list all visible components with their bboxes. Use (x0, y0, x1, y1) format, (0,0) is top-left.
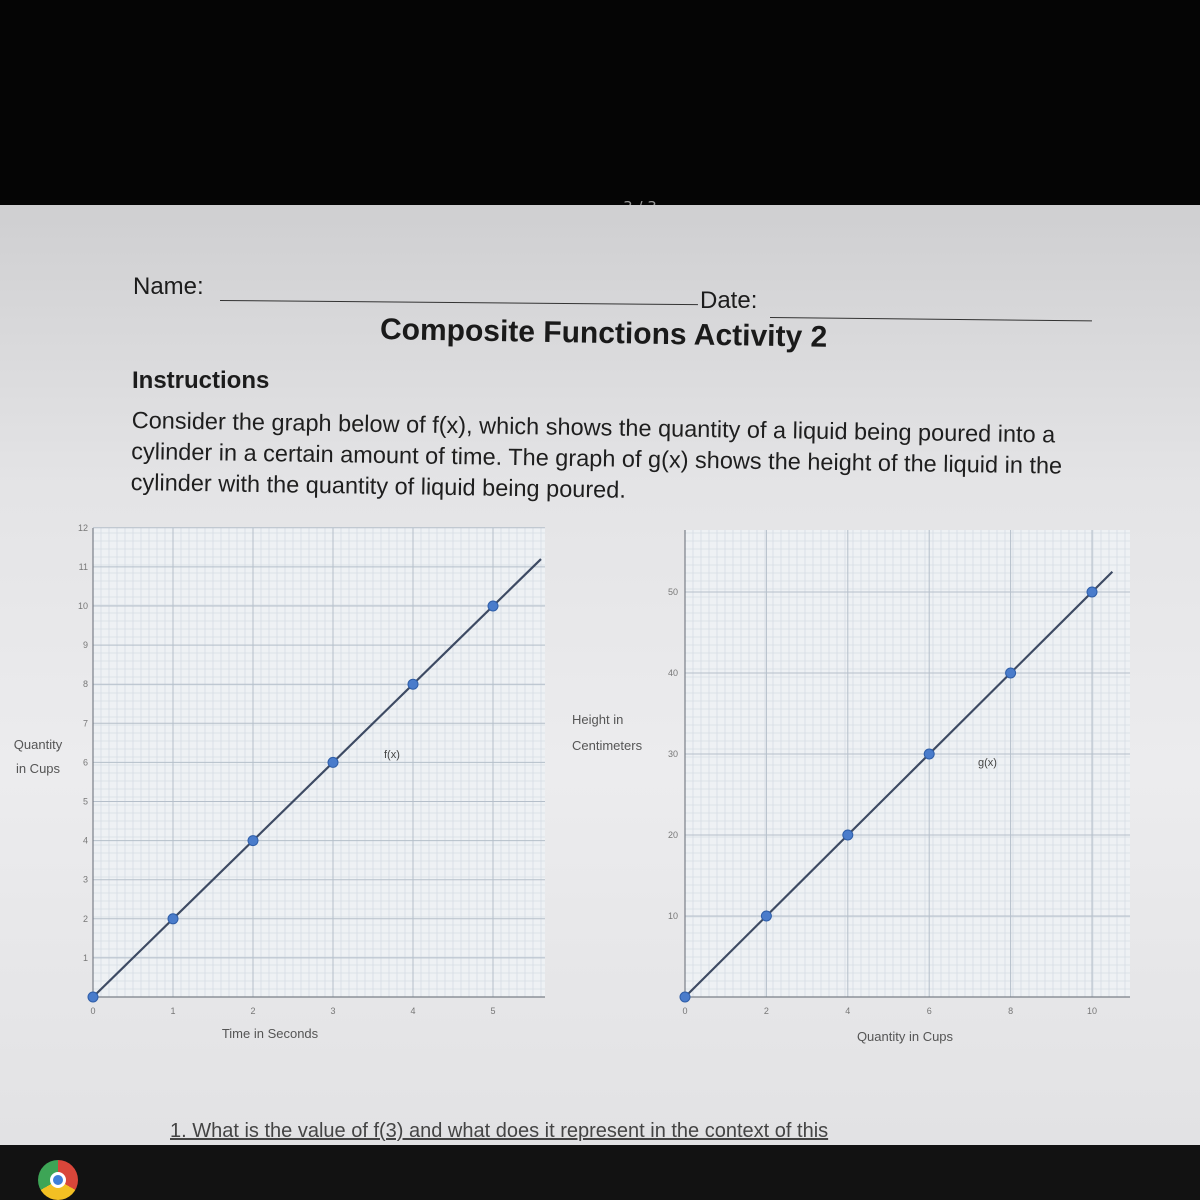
x-tick-label: 5 (490, 1006, 496, 1016)
y-tick-label: 4 (82, 835, 88, 846)
x-tick-label: 3 (330, 1006, 336, 1016)
data-point (843, 830, 853, 840)
x-tick-label: 1 (170, 1006, 176, 1016)
data-point (761, 911, 771, 921)
y-tick-label: 1 (82, 952, 88, 963)
y-tick-label: 40 (667, 668, 678, 678)
y-tick-label: 2 (82, 913, 88, 924)
y-tick-label: 11 (78, 561, 88, 572)
y-tick-label: 3 (82, 874, 88, 885)
y-tick-label: 6 (82, 757, 88, 768)
y-tick-label: 10 (667, 911, 678, 921)
y-tick-label: 9 (82, 640, 88, 651)
data-point (924, 749, 934, 759)
data-point (1087, 587, 1097, 597)
y-axis-label: Height in Centimeters (572, 712, 643, 753)
y-tick-label: 30 (667, 749, 678, 759)
page-title: Composite Functions Activity 2 (379, 313, 828, 354)
y-tick-label: 12 (77, 522, 88, 533)
y-tick-label: 50 (667, 587, 678, 597)
x-axis-label: Quantity in Cups (856, 1029, 954, 1044)
x-axis-label: Time in Seconds (221, 1026, 319, 1041)
instructions-text: Consider the graph below of f(x), which shows the quantity of a liquid being poured into a cylinder in a certain amount of time. The graph of g(x) shows the height of the liquid in the cylinder with the quantity of liquid being poured. (130, 406, 1063, 503)
data-point (1006, 668, 1016, 678)
x-tick-label: 0 (682, 1006, 688, 1016)
series-label: f(x) (384, 749, 400, 761)
taskbar (0, 1145, 1200, 1200)
name-label: Name: (133, 273, 204, 300)
browser-icon[interactable] (38, 1160, 78, 1200)
y-tick-label: 5 (82, 796, 88, 807)
x-tick-label: 6 (926, 1006, 932, 1016)
x-tick-label: 8 (1008, 1006, 1014, 1016)
x-tick-label: 4 (845, 1006, 851, 1016)
data-point (680, 992, 690, 1002)
x-tick-label: 0 (90, 1006, 96, 1016)
y-tick-label: 7 (82, 718, 88, 729)
x-tick-label: 10 (1086, 1006, 1098, 1016)
plot-area (685, 530, 1130, 997)
x-tick-label: 4 (410, 1006, 416, 1016)
instructions-heading: Instructions (132, 367, 270, 394)
series-label: g(x) (978, 757, 997, 769)
y-tick-label: 20 (667, 830, 678, 840)
y-tick-label: 8 (82, 679, 88, 690)
date-label: Date: (700, 287, 758, 314)
question-1: 1. What is the value of f(3) and what does it represent in the context of this (170, 1120, 829, 1142)
y-axis-label: Quantity in Cups (13, 737, 63, 776)
x-tick-label: 2 (250, 1006, 256, 1016)
x-tick-label: 2 (763, 1006, 769, 1016)
y-tick-label: 10 (77, 601, 88, 611)
